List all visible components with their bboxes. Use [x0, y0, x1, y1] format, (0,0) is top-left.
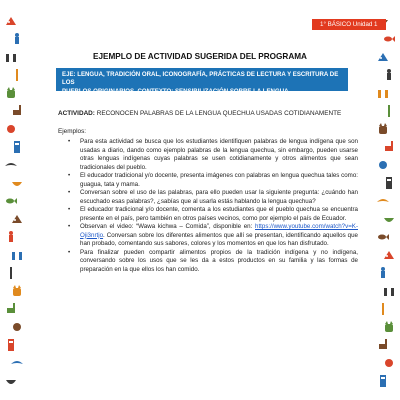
list-item: • Para finalizar pueden compartir alimentos propios de la tradición indígena y no indígena, conversando sobre los usos que se les da a estos productos en su familia y las formas de preparación en la que ellos los han comido. [68, 249, 358, 275]
hands-icon [10, 248, 24, 262]
video-link[interactable]: https://www.youtube.com/watch?v=K-Oji3nrtjo [80, 223, 358, 239]
bowl-icon [10, 176, 24, 190]
fish-icon [4, 194, 18, 208]
list-item [68, 223, 358, 249]
video-prefix: Observan el video: “Wawa kichwa – Comida”, disponible en: [80, 223, 255, 230]
person-icon [376, 266, 390, 280]
fish-icon [382, 32, 396, 46]
person-icon [382, 68, 396, 82]
activity-heading [58, 110, 341, 117]
cat-icon [382, 320, 396, 334]
person-icon [4, 230, 18, 244]
flute-icon [10, 68, 24, 82]
cat-icon [10, 284, 24, 298]
person-icon [10, 32, 24, 46]
list-item: • Para esta actividad se busca que los estudiantes identifiquen palabras de lengua indígena que son usadas a diario, dando como ejemplo palabras de la lengua quechua, sin embargo, pueden usarse otras lenguas indígenas cuyas palabras se usen cotidianamente y otros alimentos que sean tradicionales del pueblo. [68, 138, 358, 172]
bowl-icon [4, 374, 18, 388]
page-title: EJEMPLO DE ACTIVIDAD SUGERIDA DEL PROGRAMA [93, 52, 307, 61]
flute-icon [4, 266, 18, 280]
cat-icon [376, 122, 390, 136]
fox-icon [376, 50, 390, 64]
totem-icon [376, 374, 390, 388]
bird-icon [376, 194, 390, 208]
llama-icon [10, 104, 24, 118]
hands-icon [382, 284, 396, 298]
totem-icon [382, 176, 396, 190]
left-decorative-strip [0, 14, 28, 396]
fox-icon [4, 14, 18, 28]
sun-icon [376, 158, 390, 172]
cat-icon [4, 86, 18, 100]
flute-icon [382, 104, 396, 118]
sun-icon [10, 320, 24, 334]
sun-icon [382, 356, 396, 370]
right-decorative-strip [372, 14, 400, 396]
eje-banner [56, 68, 348, 95]
bowl-icon [382, 212, 396, 226]
llama-icon [382, 140, 396, 154]
eje-line-1: EJE: LENGUA, TRADICIÓN ORAL, ICONOGRAFÍA, PRÁCTICAS DE LECTURA Y ESCRITURA DE LOS [62, 71, 339, 87]
list-item: • El educador tradicional y/o docente, presenta imágenes con palabras en lengua quechua tales como: guagua, tata y mama. [68, 172, 358, 189]
eje-line-2: PUEBLOS ORIGINARIOS. CONTEXTO: SENSIBILIZACIÓN SOBRE LA LENGUA. [62, 87, 291, 95]
fox-icon [382, 248, 396, 262]
fish-icon [376, 230, 390, 244]
flute-icon [376, 302, 390, 316]
fox-icon [10, 212, 24, 226]
list-item: • El educador tradicional y/o docente, comenta a los estudiantes que el pueblo quechua se encuentra presente en el país, pero también en otros países vecinos, como por ejemplo el país de Ecuador. [68, 206, 358, 223]
totem-icon [10, 140, 24, 154]
bird-icon [4, 158, 18, 172]
activity-label: ACTIVIDAD: [58, 110, 95, 117]
activity-text: RECONOCEN PALABRAS DE LA LENGUA QUECHUA USADAS COTIDIANAMENTE [94, 110, 342, 117]
grade-unit-tag: 1° BÁSICO Unidad 1 [312, 19, 386, 30]
totem-icon [4, 338, 18, 352]
hands-icon [4, 50, 18, 64]
sun-icon [4, 122, 18, 136]
examples-list [68, 138, 358, 274]
video-suffix: . Conversan sobre los diferentes alimentos que allí se presentan, identificando aquellos que han probado, comentando sus sabores, colores y los momentos en que los han disfrutado. [80, 231, 358, 247]
document-page [40, 0, 378, 400]
hands-icon [376, 86, 390, 100]
llama-icon [4, 302, 18, 316]
bird-icon [10, 356, 24, 370]
examples-label: Ejemplos: [58, 128, 87, 135]
llama-icon [376, 338, 390, 352]
list-item: • Conversan sobre el uso de las palabras, para ello pueden usar la siguiente pregunta: ¿cuándo han escuchado esas palabras?, ¿sabías que al usarla estás hablando la lengua quechua? [68, 189, 358, 206]
